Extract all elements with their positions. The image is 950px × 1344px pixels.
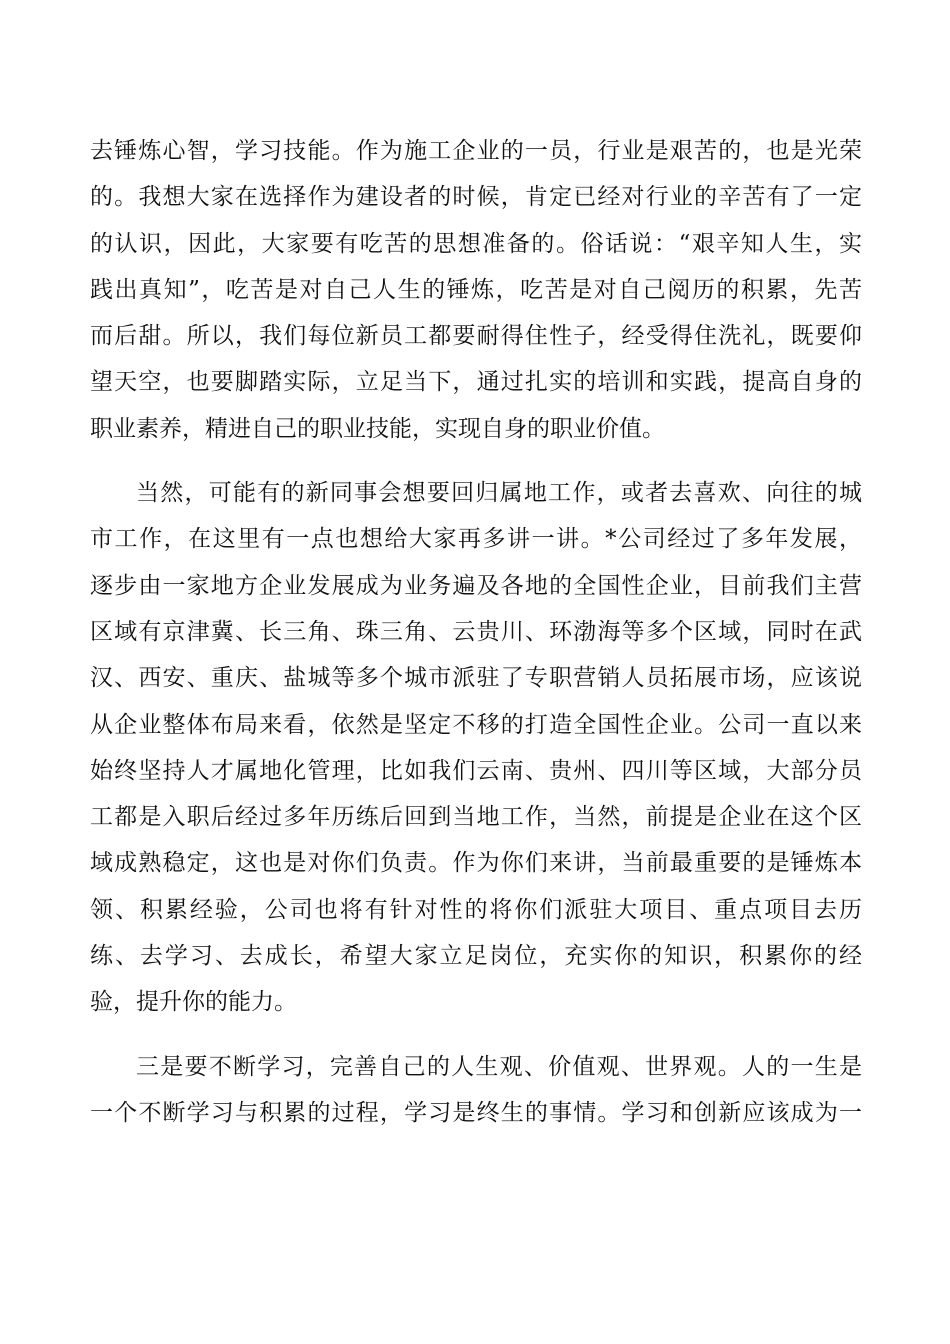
text-line: 区域有京津冀、长三角、珠三角、云贵川、环渤海等多个区域，同时在武 [90, 618, 862, 645]
text-line: 望天空，也要脚踏实际，立足当下，通过扎实的培训和实践，提高自身的 [90, 369, 862, 396]
paragraph-spacer [90, 452, 862, 470]
text-line: 职业素养，精进自己的职业技能，实现自身的职业价值。 [90, 415, 665, 442]
text-line: 践出真知”，吃苦是对自己人生的锤炼，吃苦是对自己阅历的积累，先苦 [90, 276, 862, 303]
text-line: 始终坚持人才属地化管理，比如我们云南、贵州、四川等区域，大部分员 [90, 757, 862, 784]
text-line: 当然，可能有的新同事会想要回归属地工作，或者去喜欢、向往的城 [136, 480, 862, 507]
text-line: 验，提升你的能力。 [90, 989, 297, 1016]
text-line: 三是要不断学习，完善自己的人生观、价值观、世界观。人的一生是 [136, 1053, 862, 1080]
text-line: 域成熟稳定，这也是对你们负责。作为你们来讲，当前最重要的是锤炼本 [90, 850, 862, 877]
paragraph-3 [90, 1044, 862, 1137]
text-line: 练、去学习、去成长，希望大家立足岗位，充实你的知识，积累你的经 [90, 943, 862, 970]
text-line: 的认识，因此，大家要有吃苦的思想准备的。俗话说：“艰辛知人生，实 [90, 230, 862, 257]
text-line: 工都是入职后经过多年历练后回到当地工作，当然，前提是企业在这个区 [90, 804, 862, 831]
text-line: 领、积累经验，公司也将有针对性的将你们派驻大项目、重点项目去历 [90, 896, 862, 923]
text-line: 而后甜。所以，我们每位新员工都要耐得住性子，经受得住洗礼，既要仰 [90, 323, 862, 350]
text-line: 一个不断学习与积累的过程，学习是终生的事情。学习和创新应该成为一 [90, 1099, 862, 1126]
paragraph-1 [90, 128, 862, 452]
paragraph-spacer [90, 1026, 862, 1044]
text-line: 去锤炼心智，学习技能。作为施工企业的一员，行业是艰苦的，也是光荣 [90, 138, 862, 164]
body-text [90, 128, 862, 1136]
text-line: 的。我想大家在选择作为建设者的时候，肯定已经对行业的辛苦有了一定 [90, 184, 862, 211]
text-line: 市工作，在这里有一点也想给大家再多讲一讲。*公司经过了多年发展， [90, 526, 862, 553]
text-line: 从企业整体布局来看，依然是坚定不移的打造全国性企业。公司一直以来 [90, 711, 862, 738]
text-line: 逐步由一家地方企业发展成为业务遍及各地的全国性企业，目前我们主营 [90, 572, 862, 599]
text-line: 汉、西安、重庆、盐城等多个城市派驻了专职营销人员拓展市场，应该说 [90, 665, 862, 692]
paragraph-2 [90, 470, 862, 1026]
